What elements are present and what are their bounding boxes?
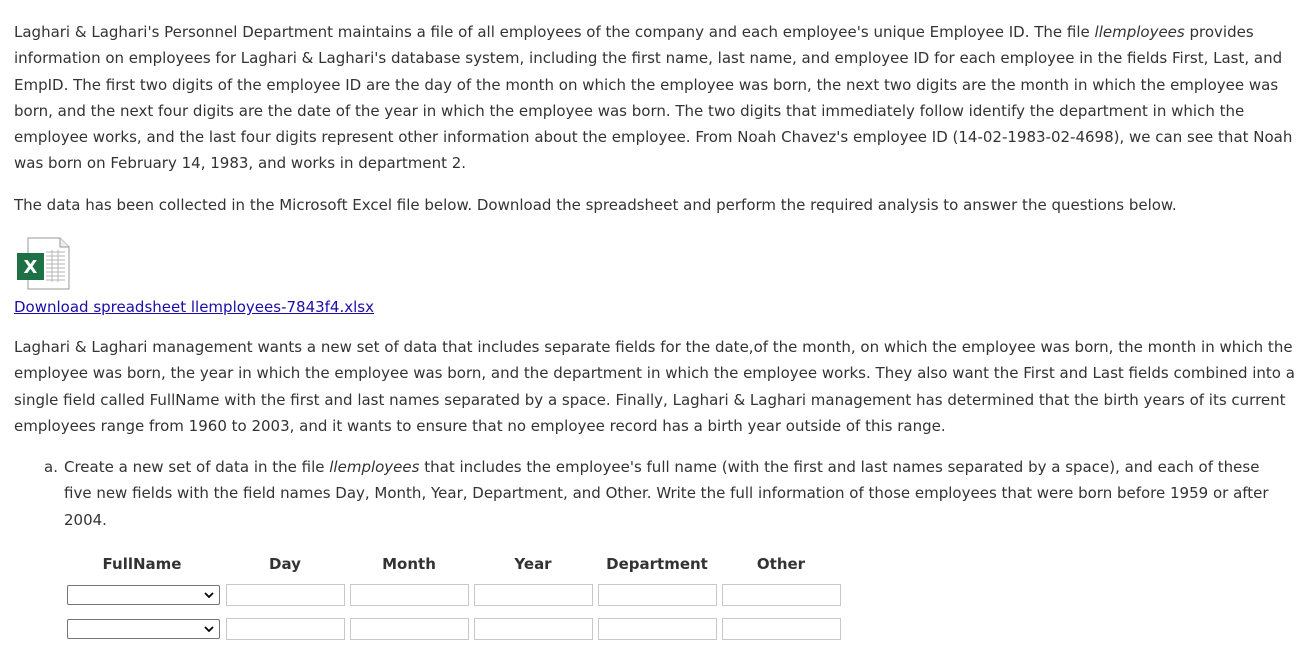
- header-year: Year: [514, 555, 552, 573]
- department-input[interactable]: [598, 584, 717, 606]
- year-input[interactable]: [474, 584, 593, 606]
- download-spreadsheet-link[interactable]: Download spreadsheet llemployees-7843f4.xlsx: [14, 298, 374, 316]
- data-collected-paragraph: The data has been collected in the Microsoft Excel file below. Download the spreadsheet and perform the required analysis to answer the questions below.: [14, 196, 1177, 214]
- header-department: Department: [606, 555, 708, 573]
- day-input[interactable]: [226, 618, 345, 640]
- day-input[interactable]: [226, 584, 345, 606]
- header-day: Day: [269, 555, 301, 573]
- question-a-text-2: that includes the employee's full name (with the first and last names separated by a space), and each of these five new fields with the field names Day, Month, Year, Department, and Other. Write the full information of those employees that were born before 1959 or after 2004.: [64, 458, 1269, 529]
- excel-file-icon[interactable]: [16, 236, 70, 290]
- fullname-select[interactable]: [67, 585, 220, 605]
- header-month: Month: [382, 555, 436, 573]
- question-a-filename: llemployees: [329, 458, 420, 476]
- other-input[interactable]: [722, 618, 841, 640]
- chevron-down-icon: [203, 589, 215, 601]
- other-input[interactable]: [722, 584, 841, 606]
- intro-text-1: Laghari & Laghari's Personnel Department maintains a file of all employees of the company and each employee's unique Employee ID. The file: [14, 23, 1095, 41]
- svg-text:X: X: [23, 257, 38, 278]
- header-fullname: FullName: [102, 555, 182, 573]
- header-other: Other: [756, 555, 806, 573]
- question-a-text: [64, 454, 1284, 533]
- intro-paragraph: [14, 19, 1296, 177]
- month-input[interactable]: [350, 584, 469, 606]
- intro-filename: llemployees: [1094, 23, 1185, 41]
- fullname-select[interactable]: [67, 619, 220, 639]
- management-paragraph: Laghari & Laghari management wants a new set of data that includes separate fields for the date,of the month, on which the employee was born, the month in which the employee was born, the year in which the employee was born, and the department in which the employee works. They also want the First and Last fields combined into a single field called FullName with the first and last names separated by a space. Finally, Laghari & Laghari management has determined that the birth years of its current employees range from 1960 to 2003, and it wants to ensure that no employee record has a birth year outside of this range.: [14, 338, 1295, 435]
- chevron-down-icon: [203, 623, 215, 635]
- department-input[interactable]: [598, 618, 717, 640]
- intro-text-2: provides information on employees for Laghari & Laghari's database system, including the first name, last name, and employee ID for each employee in the fields First, Last, and EmpID. The first two digits of the employee ID are the day of the month on which the employee was born, the next two digits are the month in which the employee was born, and the next four digits are the date of the year in which the employee was born. The two digits that immediately follow identify the department in which the employee works, and the last four digits represent other information about the employee. From Noah Chavez's employee ID (14-02-1983-02-4698), we can see that Noah was born on February 14, 1983, and works in department 2.: [14, 23, 1293, 173]
- month-input[interactable]: [350, 618, 469, 640]
- year-input[interactable]: [474, 618, 593, 640]
- question-a-label: a.: [44, 458, 58, 476]
- question-a: [44, 454, 1284, 533]
- question-a-text-1: Create a new set of data in the file: [64, 458, 330, 476]
